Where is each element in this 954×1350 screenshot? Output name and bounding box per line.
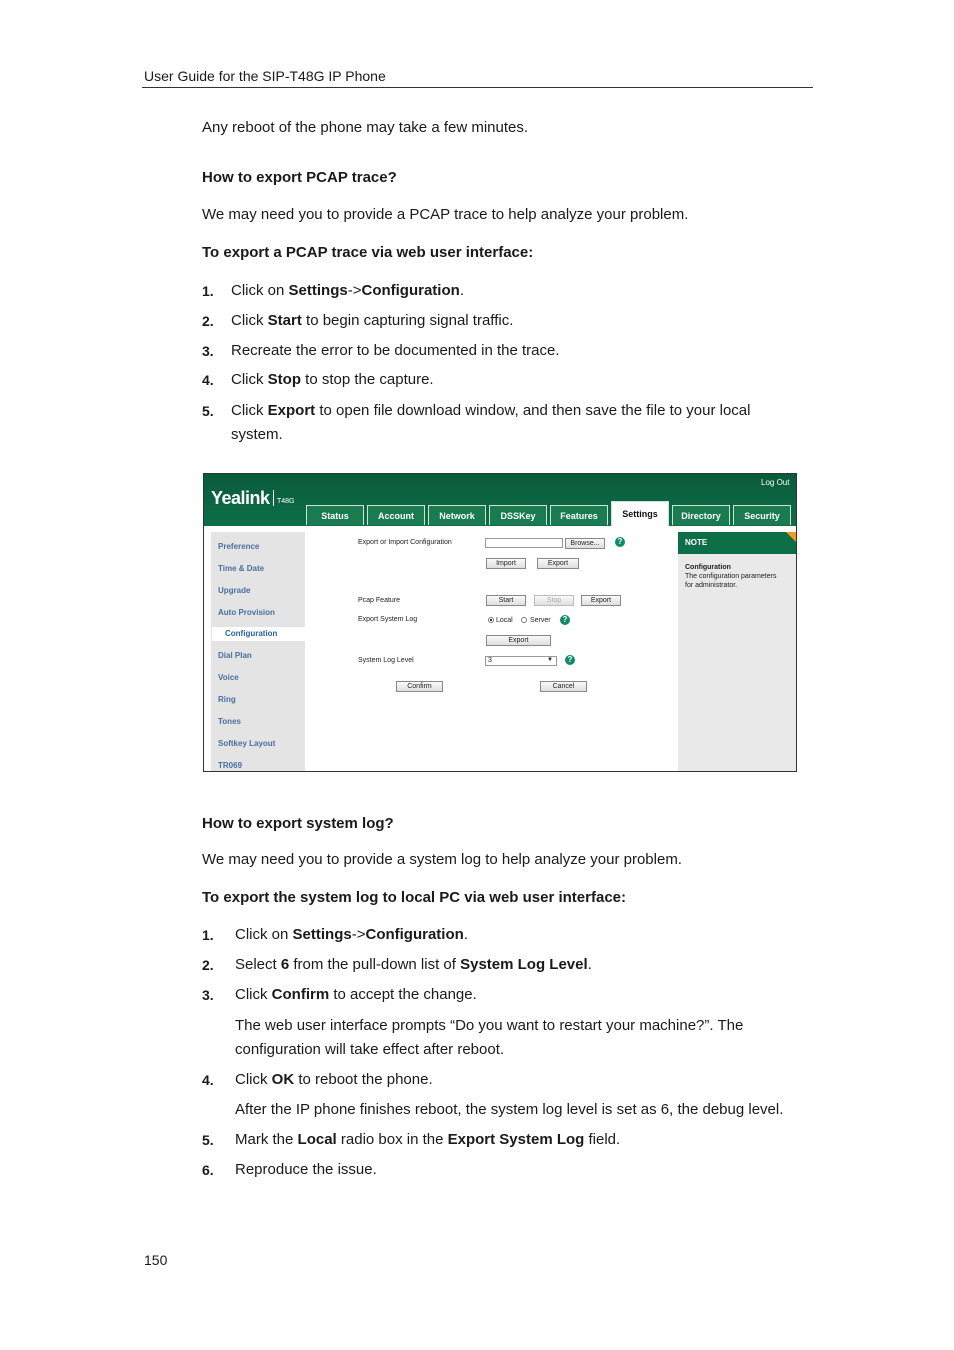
note-corner (786, 532, 796, 542)
reboot-note: Any reboot of the phone may take a few minutes. (202, 119, 529, 136)
header-rule (142, 87, 813, 88)
server-radio[interactable] (521, 617, 527, 623)
sidebar-item-dial-plan[interactable]: Dial Plan (218, 651, 252, 660)
help-icon[interactable]: ? (565, 655, 575, 665)
import-button[interactable]: Import (486, 558, 526, 569)
sidebar-item-voice[interactable]: Voice (218, 673, 239, 682)
local-radio[interactable] (488, 617, 494, 623)
syslog-description: We may need you to provide a system log to help analyze your problem. (202, 851, 682, 868)
export-config-button[interactable]: Export (537, 558, 579, 569)
note-line-2: for administrator. (685, 582, 738, 589)
syslog-step-number: 2. (202, 957, 214, 973)
system-log-level-label: System Log Level (358, 657, 414, 664)
pcap-heading: How to export PCAP trace? (202, 169, 397, 186)
help-icon[interactable]: ? (560, 615, 570, 625)
pcap-step-2: Click Start to begin capturing signal traffic. (231, 312, 514, 329)
pcap-feature-label: Pcap Feature (358, 597, 401, 604)
tab-account[interactable]: Account (367, 505, 425, 525)
pcap-step-5: Click Export to open file download window, and then save the file to your local (231, 402, 751, 419)
config-file-input[interactable] (485, 538, 563, 548)
sidebar-item-preference[interactable]: Preference (218, 542, 260, 551)
syslog-step-4-note: After the IP phone finishes reboot, the system log level is set as 6, the debug level. (235, 1101, 784, 1118)
pcap-description: We may need you to provide a PCAP trace to help analyze your problem. (202, 206, 689, 223)
pcap-step-number: 3. (202, 343, 214, 359)
cancel-button[interactable]: Cancel (540, 681, 587, 692)
pcap-step-number: 2. (202, 313, 214, 329)
syslog-step-3: Click Confirm to accept the change. (235, 986, 477, 1003)
browse-button[interactable]: Browse... (565, 538, 605, 549)
syslog-step-number: 5. (202, 1132, 214, 1148)
pcap-step-number: 4. (202, 372, 214, 388)
model-label: T48G (277, 498, 295, 505)
syslog-step-2: Select 6 from the pull-down list of System Log Level. (235, 956, 592, 973)
pcap-subheading: To export a PCAP trace via web user interface: (202, 244, 534, 261)
syslog-step-3-note-line-1: The web user interface prompts “Do you want to restart your machine?”. The (235, 1017, 744, 1034)
chevron-down-icon: ▼ (547, 657, 553, 663)
web-ui-screenshot (203, 473, 797, 772)
sidebar-item-time-date[interactable]: Time & Date (218, 564, 265, 573)
syslog-step-4: Click OK to reboot the phone. (235, 1071, 433, 1088)
page-number: 150 (144, 1252, 168, 1268)
pcap-export-button[interactable]: Export (581, 595, 621, 606)
sidebar-item-tr069[interactable]: TR069 (218, 761, 243, 770)
export-log-button[interactable]: Export (486, 635, 551, 646)
local-radio-label: Local (496, 617, 513, 624)
tab-dsskey[interactable]: DSSKey (489, 505, 547, 525)
sidebar-item-tones[interactable]: Tones (218, 717, 241, 726)
syslog-step-1: Click on Settings->Configuration. (235, 926, 468, 943)
tab-status[interactable]: Status (306, 505, 364, 525)
tab-features[interactable]: Features (550, 505, 608, 525)
sidebar-item-configuration[interactable]: Configuration (212, 627, 307, 641)
server-radio-label: Server (530, 617, 551, 624)
help-icon[interactable]: ? (615, 537, 625, 547)
note-header: NOTE (678, 532, 796, 554)
syslog-step-6: Reproduce the issue. (235, 1161, 377, 1178)
syslog-step-number: 6. (202, 1162, 214, 1178)
syslog-step-5: Mark the Local radio box in the Export System Log field. (235, 1131, 621, 1148)
logout-link[interactable]: Log Out (761, 478, 790, 487)
syslog-step-3-note-line-2: configuration will take effect after reboot. (235, 1041, 505, 1058)
pcap-stop-button[interactable]: Stop (534, 595, 574, 606)
tab-security[interactable]: Security (733, 505, 791, 525)
syslog-subheading: To export the system log to local PC via web user interface: (202, 889, 626, 906)
confirm-button[interactable]: Confirm (396, 681, 443, 692)
yealink-logo: Yealink (211, 488, 270, 508)
sidebar-item-softkey-layout[interactable]: Softkey Layout (218, 739, 276, 748)
note-title: Configuration (685, 564, 731, 571)
note-line-1: The configuration parameters (685, 573, 777, 580)
log-level-value: 3 (488, 657, 492, 664)
syslog-heading: How to export system log? (202, 815, 394, 832)
running-header: User Guide for the SIP-T48G IP Phone (144, 68, 386, 84)
syslog-step-number: 1. (202, 927, 214, 943)
sidebar-item-ring[interactable]: Ring (218, 695, 236, 704)
pcap-step-3: Recreate the error to be documented in the trace. (231, 342, 560, 359)
pcap-start-button[interactable]: Start (486, 595, 526, 606)
syslog-step-number: 4. (202, 1072, 214, 1088)
sidebar-item-upgrade[interactable]: Upgrade (218, 586, 251, 595)
pcap-step-4: Click Stop to stop the capture. (231, 371, 434, 388)
logo-separator (273, 490, 274, 506)
sidebar-item-auto-provision[interactable]: Auto Provision (218, 608, 275, 617)
export-system-log-label: Export System Log (358, 616, 418, 623)
pcap-step-1: Click on Settings->Configuration. (231, 282, 464, 299)
tab-directory[interactable]: Directory (672, 505, 730, 525)
export-import-label: Export or Import Configuration (358, 539, 452, 546)
syslog-step-number: 3. (202, 987, 214, 1003)
tab-settings[interactable]: Settings (611, 501, 669, 526)
log-level-select[interactable] (485, 656, 557, 666)
pcap-step-number: 5. (202, 403, 214, 419)
tab-network[interactable]: Network (428, 505, 486, 525)
pcap-step-number: 1. (202, 283, 214, 299)
pcap-step-5-continued: system. (231, 426, 283, 443)
